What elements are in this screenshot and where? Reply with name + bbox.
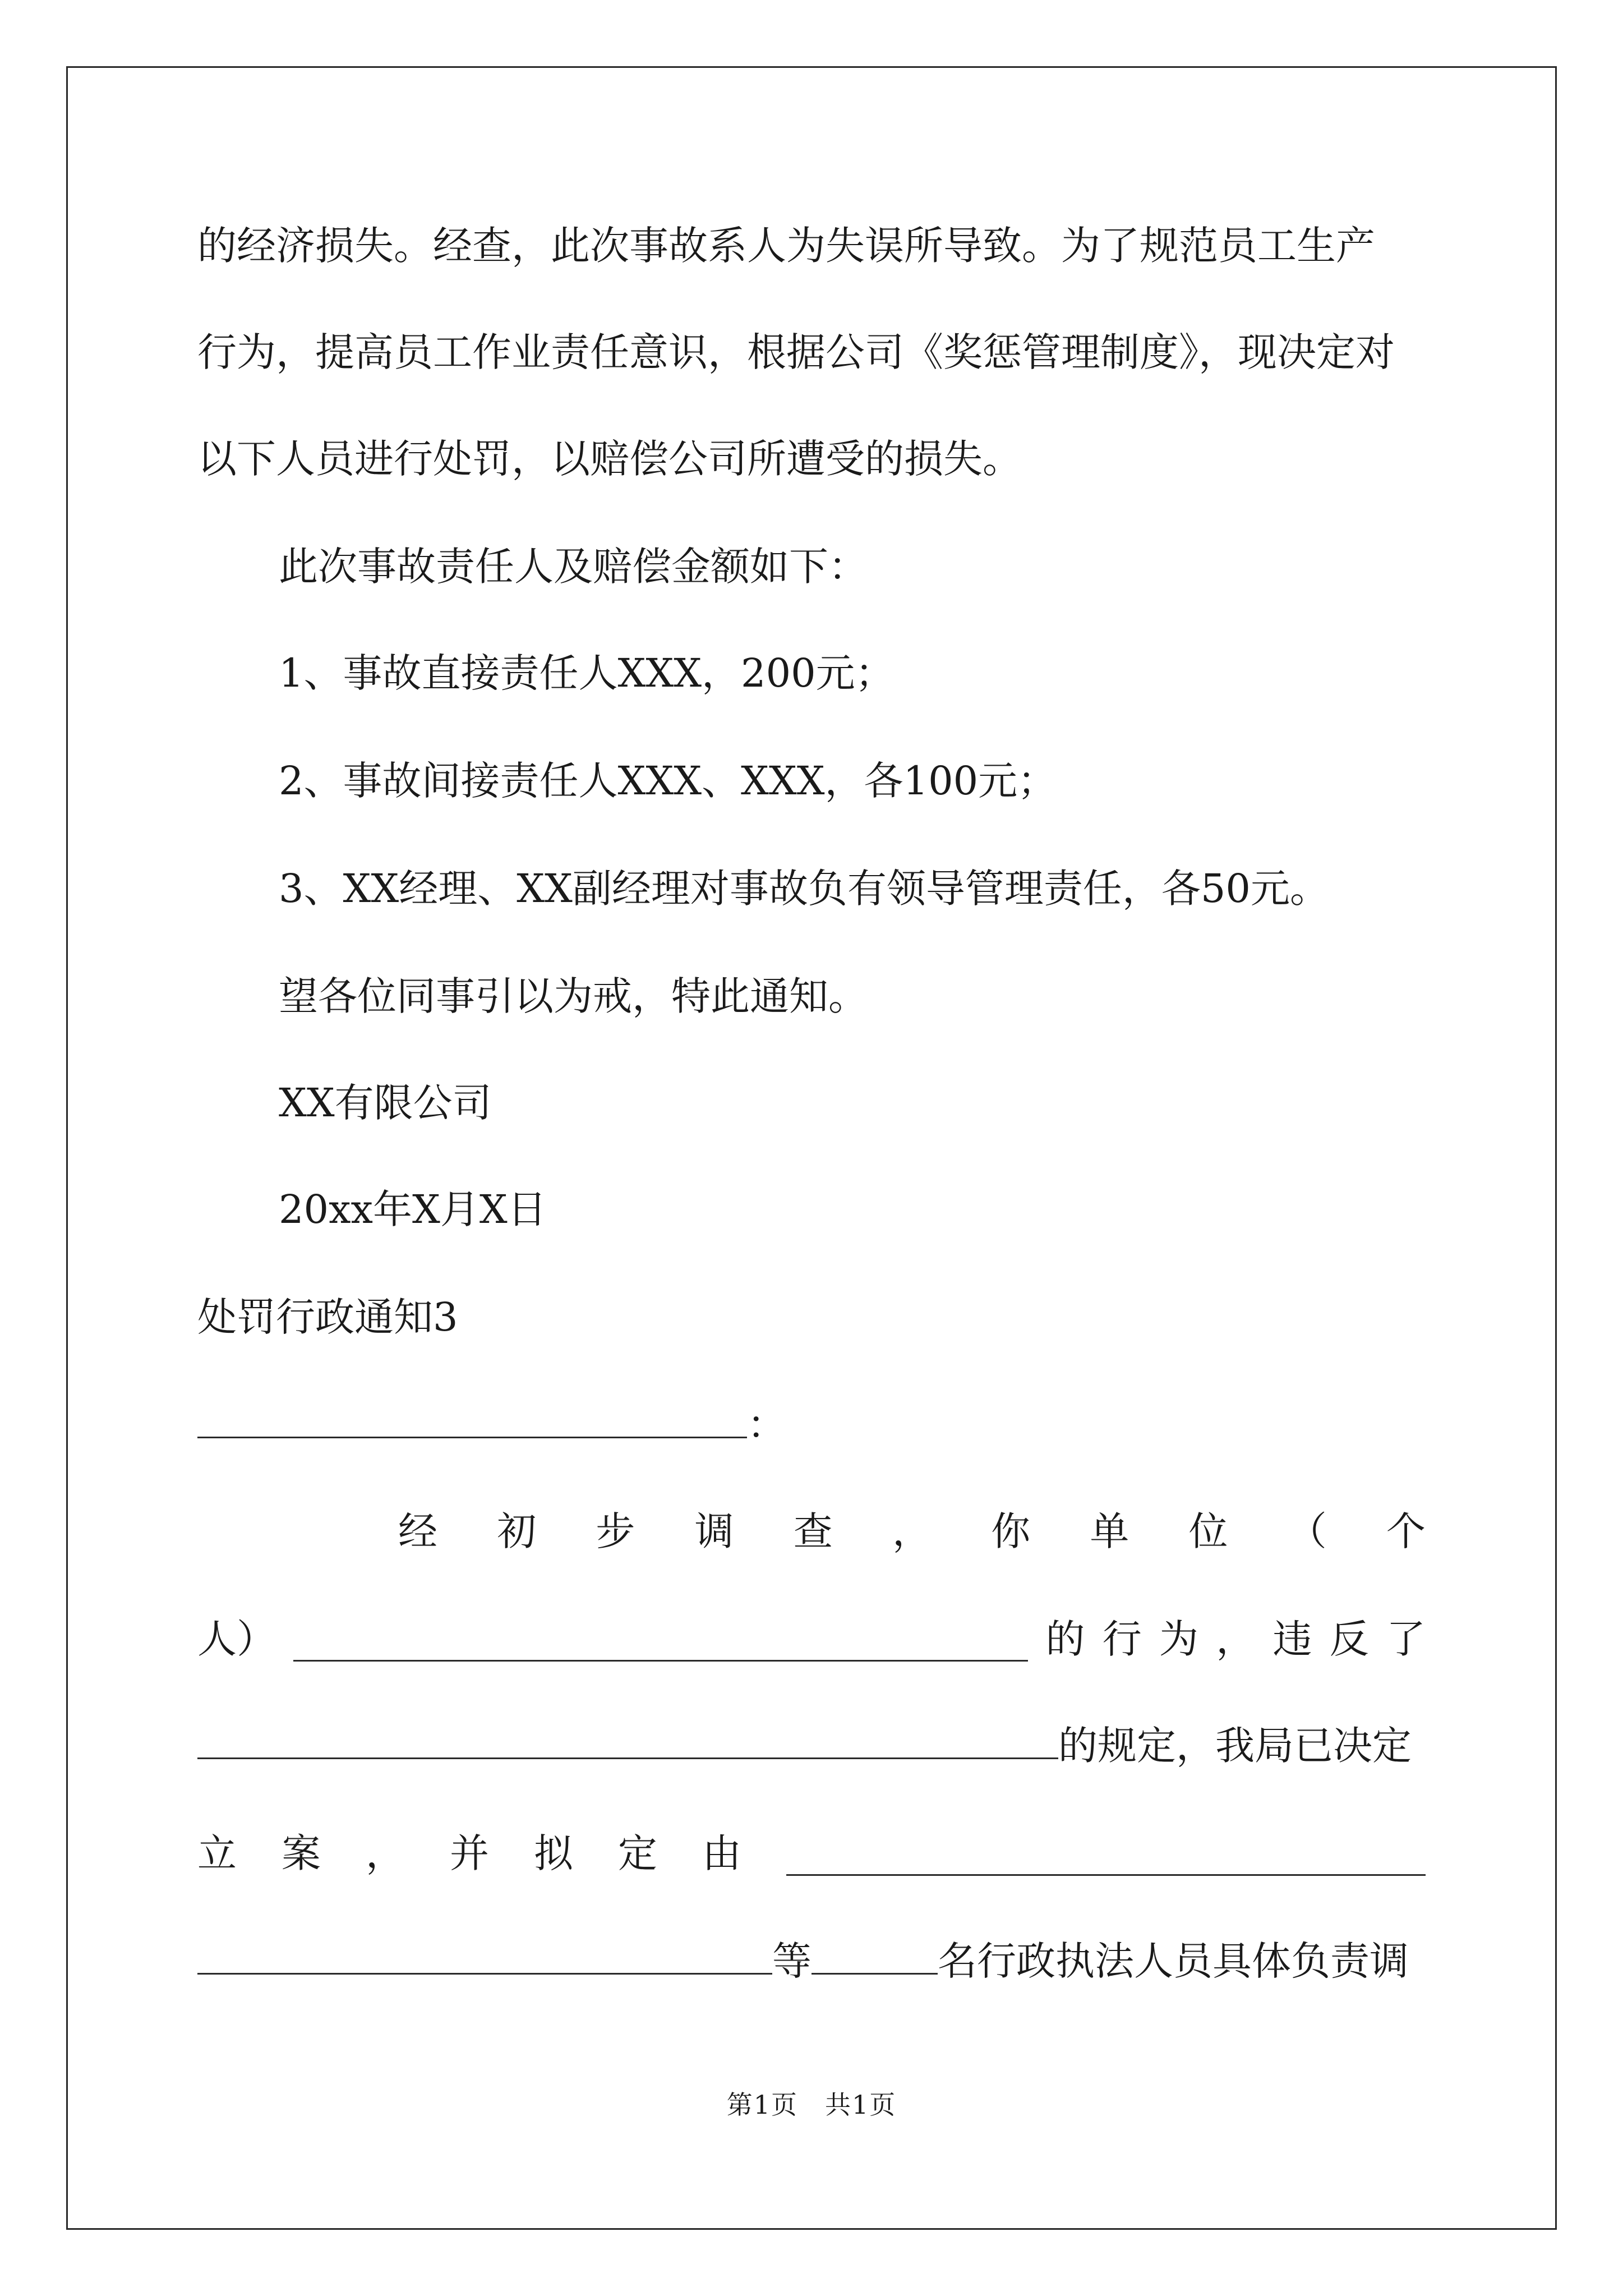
officer-names-blank[interactable] xyxy=(786,1842,1426,1876)
form-line-3-suffix: 的规定，我局已决定 xyxy=(1058,1723,1412,1769)
officer-names-continued-blank[interactable] xyxy=(197,1940,772,1975)
addressee-line xyxy=(197,1402,786,1447)
form-line-2-char: ， xyxy=(1216,1616,1256,1662)
form-line-2-char: 违 xyxy=(1272,1616,1312,1662)
violation-behavior-blank[interactable] xyxy=(293,1627,1028,1662)
form-line-1-char: 个 xyxy=(1386,1508,1426,1554)
form-line-2 xyxy=(197,1617,1426,1662)
form-line-1-char: 位 xyxy=(1188,1508,1228,1554)
form-line-1-char: 调 xyxy=(694,1508,734,1554)
paragraph-line-3: 以下人员进行处罚，以赔偿公司所遭受的损失。 xyxy=(197,436,1022,482)
regulation-blank[interactable] xyxy=(197,1725,1058,1759)
document-date: 20xx年X月X日 xyxy=(279,1186,547,1232)
form-line-1-char: 单 xyxy=(1090,1508,1129,1554)
addressee-blank[interactable] xyxy=(197,1404,747,1438)
section-title: 处罚行政通知3 xyxy=(197,1294,458,1340)
form-line-5 xyxy=(197,1939,1409,1984)
paragraph-line-1: 的经济损失。经查，此次事故系人为失误所导致。为了规范员工生产 xyxy=(197,223,1375,269)
form-line-1-char: 步 xyxy=(596,1508,635,1554)
form-line-4 xyxy=(197,1831,1426,1876)
form-line-4-char: 案 xyxy=(282,1830,321,1876)
form-line-2-char: 了 xyxy=(1386,1616,1426,1662)
form-line-3 xyxy=(197,1723,1412,1768)
form-line-4-char: 并 xyxy=(450,1830,489,1876)
form-line-1-char: 经 xyxy=(398,1508,437,1554)
page-border xyxy=(66,66,1557,2230)
form-line-1-char: 初 xyxy=(497,1508,537,1554)
paragraph-line-4: 此次事故责任人及赔偿金额如下： xyxy=(279,544,868,590)
closing-sentence: 望各位同事引以为戒，特此通知。 xyxy=(279,973,868,1019)
officer-count-blank[interactable] xyxy=(811,1940,938,1975)
form-line-4-char: 定 xyxy=(618,1830,657,1876)
form-line-1-char: 你 xyxy=(991,1508,1031,1554)
form-line-2-prefix: 人） xyxy=(197,1616,276,1662)
form-line-4-char: 拟 xyxy=(534,1830,573,1876)
page-number-footer: 第1页 共1页 xyxy=(726,2090,897,2120)
form-line-1-char: （ xyxy=(1287,1508,1327,1554)
form-line-1-char: 查 xyxy=(793,1508,833,1554)
form-line-2-char: 的 xyxy=(1045,1616,1085,1662)
form-line-2-char: 反 xyxy=(1329,1616,1369,1662)
form-line-4-char: 由 xyxy=(702,1830,741,1876)
list-item-2: 2、事故间接责任人XXX、XXX，各100元； xyxy=(279,758,1057,804)
company-name: XX有限公司 xyxy=(279,1080,492,1126)
form-line-2-char: 为 xyxy=(1159,1616,1198,1662)
form-line-5-suffix: 名行政执法人员具体负责调 xyxy=(938,1938,1409,1984)
form-line-1-char: ， xyxy=(892,1508,932,1554)
form-line-1 xyxy=(398,1509,1426,1554)
list-item-3: 3、XX经理、XX副经理对事故负有领导管理责任，各50元。 xyxy=(279,866,1329,912)
form-line-4-char: 立 xyxy=(197,1830,237,1876)
paragraph-line-2: 行为，提高员工作业责任意识，根据公司《奖惩管理制度》，现决定对 xyxy=(197,329,1395,375)
form-line-2-char: 行 xyxy=(1102,1616,1142,1662)
form-line-5-mid: 等 xyxy=(772,1938,811,1984)
addressee-colon: ： xyxy=(747,1402,786,1448)
list-item-1: 1、事故直接责任人XXX，200元； xyxy=(279,650,895,696)
form-line-4-char: ， xyxy=(366,1830,405,1876)
